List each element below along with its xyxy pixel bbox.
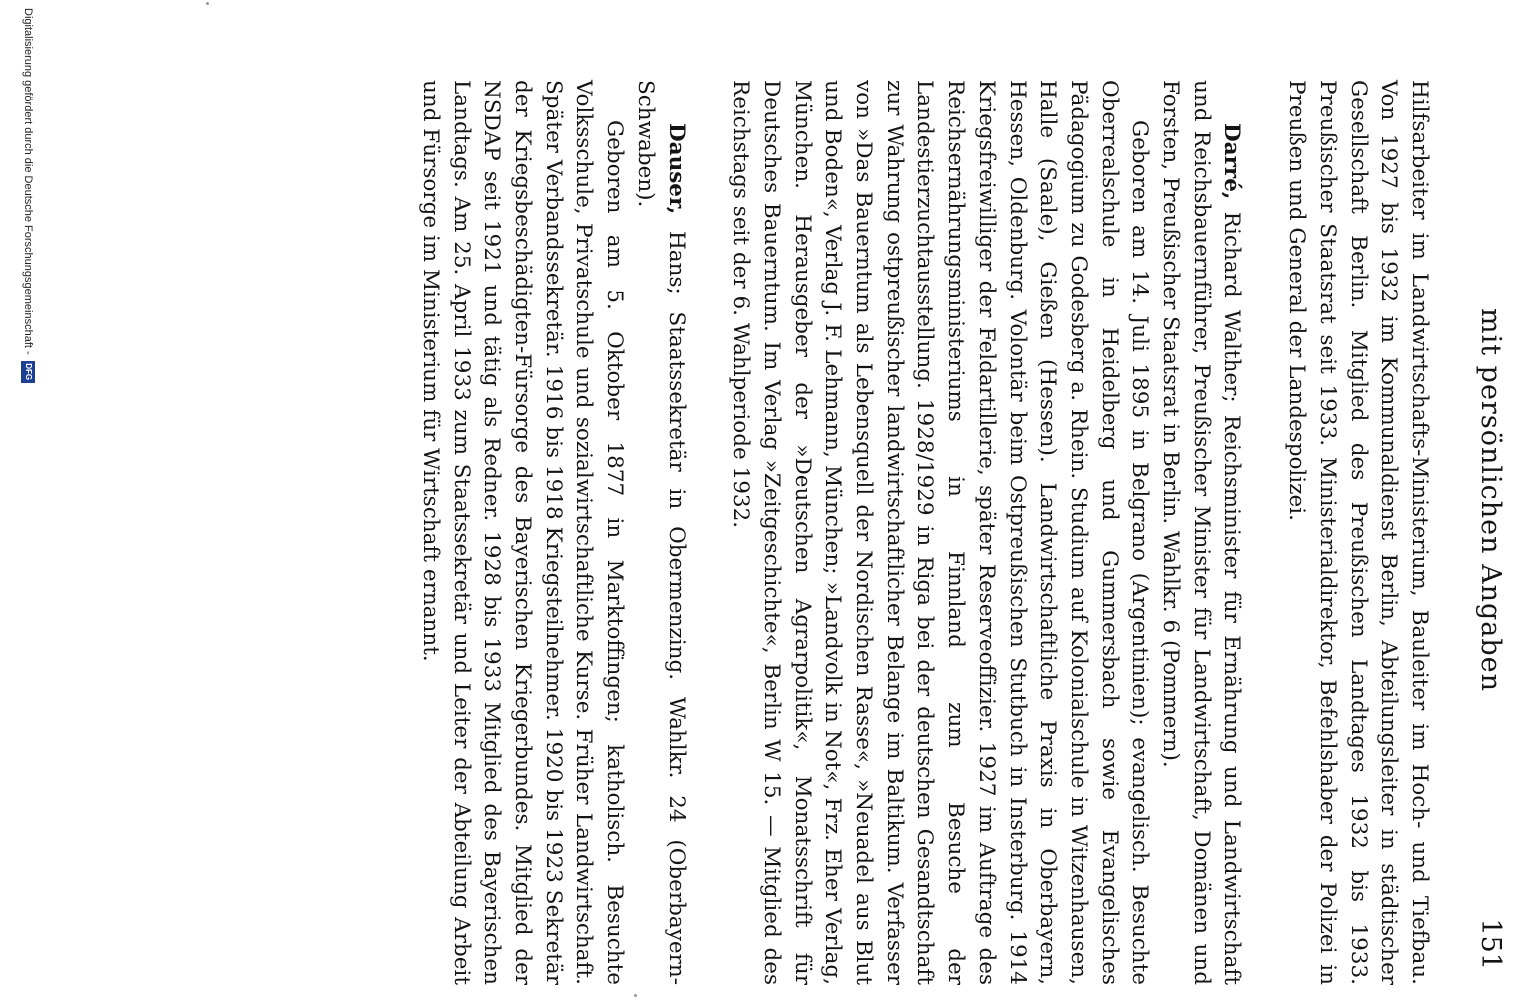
continued-paragraph: Hilfsarbeiter im Landwirtschafts-Ministerium, Bauleiter im Hoch- und Tiefbau. Von 1927 bis 1932 im Kommunaldienst Berlin, Abteilungsleiter in städtischer Gesellschaft Berlin. Mitglied des Preußischen Landtages 1932 bis 1933. Preußischer Staatsrat seit 1933. Ministerialdirektor, Befehlshaber der Polizei in Preußen und General der Landespolizei. (1284, 80, 1432, 985)
page-body (414, 80, 1434, 985)
entry-heading-darre (1154, 80, 1246, 985)
page-number: 151 (1475, 918, 1506, 970)
scan-speck (634, 994, 637, 997)
entry-body-darre: Geboren am 14. Juli 1895 in Belgrano (Argentinien); evangelisch. Besuchte Oberrealschule in Heidelberg und Gummersbach sowie Evangelisches Pädagogium zu Godesberg a. Rhein. Studium auf Kolonialschule in Witzenhausen, Halle (Saale), Gießen (Hessen). Landwirtschaftliche Praxis in Oberbayern, Hessen, Oldenburg. Volontär beim Ostpreußischen Stutbuch in Insterburg. 1914 Kriegsfreiwilliger der Feldartillerie, später Reserveoffizier. 1927 im Auftrage des Reichsernährungsministeriums in Finnland zum Besuche der Landestierzuchtausstellung. 1928/1929 in Riga bei der deutschen Gesandtschaft zur Wahrung ostpreußischer landwirtschaftlicher Belange im Baltikum. Verfasser von »Das Bauerntum als Lebensquell der Nordischen Rasse«, »Neuadel aus Blut und Boden«, Verlag J. F. Lehmann, München; »Landvolk in Not«, Frz. Eher Verlag, München. Herausgeber der »Deutschen Agrarpolitik«, Monatsschrift für Deutsches Bauerntum. Im Verlag »Zeitgeschichte«, Berlin W 15. — Mitglied des Reichstags seit der 6. Wahlperiode 1932. (728, 80, 1153, 985)
entry-body-dauser: Geboren am 5. Oktober 1877 in Marktoffingen; katholisch. Besuchte Volksschule, Privatschule und sozialwirtschaftliche Kurse. Früher Landwirtschaft. Später Verbandssekretär. 1916 bis 1918 Kriegsteilnehmer. 1920 bis 1923 Sekretär der Kriegsbeschädigten-Fürsorge des Bayerischen Kriegerbundes. Mitglied der NSDAP seit 1921 und tätig als Redner. 1928 bis 1933 Mitglied des Bayerischen Landtags. Am 25. April 1933 zum Staatssekretär und Leiter der Abteilung Arbeit und Fürsorge im Ministerium für Wirtschaft ernannt. (417, 80, 628, 985)
entry-name-dauser: Dauser, (663, 123, 689, 215)
digitization-stamp (21, 8, 35, 383)
entry-heading-dauser (629, 80, 690, 985)
running-head: mit persönlichen Angaben (1475, 308, 1506, 692)
entry-name-darre: Darré, (1219, 123, 1245, 200)
entry-heading-text-darre: Richard Walther; Reichsminister für Ernährung und Landwirtschaft und Reichsbauernführer, Preußischer Minister für Landwirtschaft, Domänen und Forsten, Preußischer Staatsrat in Berlin. Wahlkr. 6 (Pommern). (1158, 80, 1245, 985)
digitization-note: Digitalisierung gefördert durch die Deutsche Forschungsgemeinschaft - (22, 8, 34, 355)
entry-heading-text-dauser: Hans; Staatssekretär in Obermenzing. Wahlkr. 24 (Oberbayern-Schwaben). (632, 80, 689, 985)
scan-speck (206, 2, 209, 5)
page-header (1470, 0, 1510, 1000)
dfg-logo-icon: DFG (21, 361, 35, 383)
